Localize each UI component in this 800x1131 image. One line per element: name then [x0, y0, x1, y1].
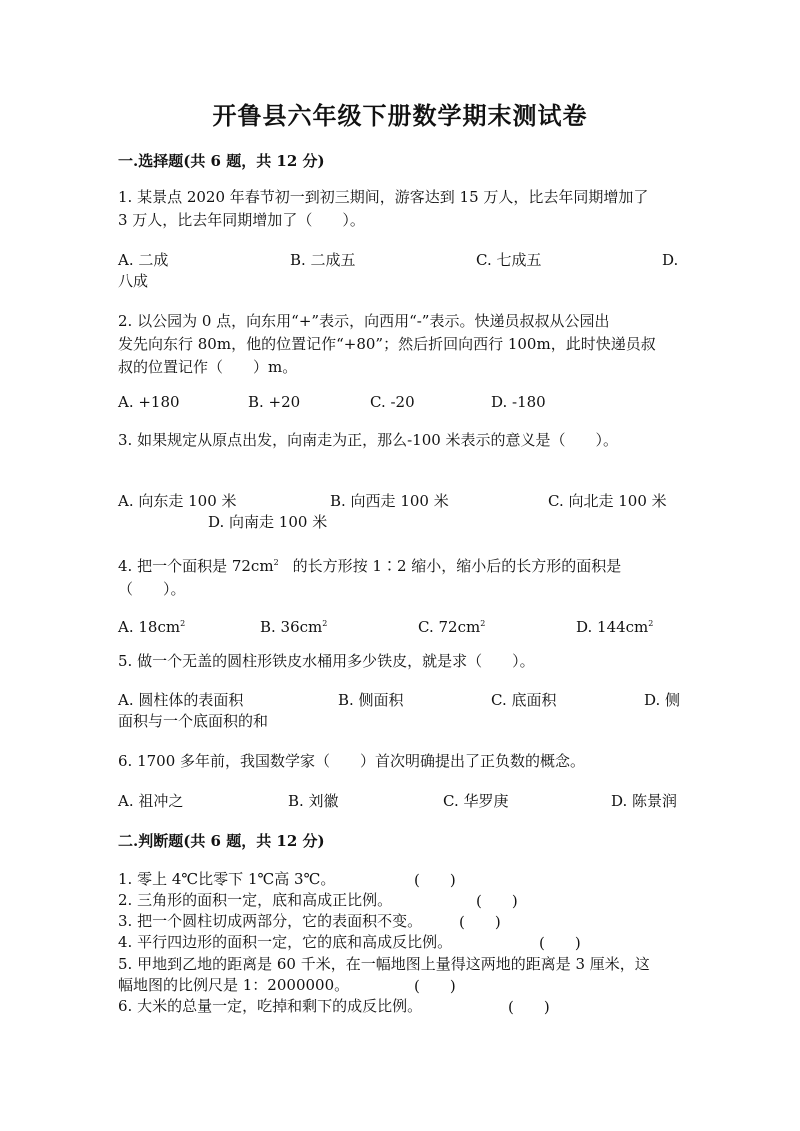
question-2-option-b: B. +20	[248, 393, 301, 411]
question-3-option-a: A. 向东走 100 米	[118, 492, 237, 510]
question-4-option-d	[576, 612, 653, 639]
question-6	[118, 750, 682, 773]
judgment-item-3: 3. 把一个圆柱切成两部分，它的表面积不变。	[118, 912, 423, 930]
question-4-option-c-superscript: 2	[480, 619, 486, 628]
question-4-option-d-superscript: 2	[648, 619, 654, 628]
question-3	[118, 429, 682, 452]
question-4-option-c	[418, 612, 485, 639]
section-heading-judgment: 二.判断题(共 6 题，共 12 分)	[118, 832, 325, 850]
question-4-option-b	[260, 612, 327, 639]
judgment-blank-6[interactable]: ( )	[508, 998, 550, 1016]
question-3-option-d: D. 向南走 100 米	[208, 513, 328, 531]
judgment-item-5-line-2: 幅地图的比例尺是 1：2000000。	[118, 976, 350, 994]
question-6-option-c: C. 华罗庚	[443, 792, 509, 810]
judgment-blank-4[interactable]: ( )	[539, 934, 581, 952]
judgment-item-1: 1. 零上 4℃比零下 1℃高 3℃。	[118, 870, 336, 888]
question-1-option-b: B. 二成五	[290, 251, 356, 269]
judgment-item-2: 2. 三角形的面积一定，底和高成正比例。	[118, 891, 393, 909]
question-1-line-2: 3 万人，比去年同期增加了（ ）。	[118, 211, 365, 229]
question-5-option-a: A. 圆柱体的表面积	[118, 691, 244, 709]
question-4-option-c-text: C. 72cm	[418, 618, 481, 636]
judgment-item-6: 6. 大米的总量一定，吃掉和剩下的成反比例。	[118, 997, 423, 1015]
question-6-line-1: 6. 1700 多年前，我国数学家（ ）首次明确提出了正负数的概念。	[118, 752, 586, 770]
question-6-option-d: D. 陈景润	[611, 792, 678, 810]
question-4-option-a	[118, 612, 185, 639]
question-2-line-2: 发先向东行 80m，他的位置记作“+80”；然后折回向西行 100m，此时快递员叔	[118, 335, 656, 353]
judgment-blank-5[interactable]: ( )	[414, 977, 456, 995]
question-4-line-1	[118, 551, 682, 578]
judgment-blank-3[interactable]: ( )	[459, 913, 501, 931]
question-5-line-1: 5. 做一个无盖的圆柱形铁皮水桶用多少铁皮，就是求（ ）。	[118, 652, 535, 670]
question-1-option-d: D.	[662, 251, 679, 269]
question-2-line-3: 叔的位置记作（ ）m。	[118, 358, 298, 376]
question-4-option-d-text: D. 144cm	[576, 618, 649, 636]
question-2-line-1: 2. 以公园为 0 点，向东用“+”表示，向西用“-”表示。快递员叔叔从公园出	[118, 312, 610, 330]
judgment-item-5	[118, 954, 682, 996]
section-heading-choice: 一.选择题(共 6 题，共 12 分)	[118, 152, 325, 170]
question-1-option-d-text: 八成	[118, 272, 149, 290]
question-4-option-a-superscript: 2	[180, 619, 186, 628]
question-1-option-a: A. 二成	[118, 251, 169, 269]
question-6-option-b: B. 刘徽	[288, 792, 339, 810]
question-4-option-b-superscript: 2	[322, 619, 328, 628]
question-4	[118, 551, 682, 601]
question-4-option-b-text: B. 36cm	[260, 618, 323, 636]
question-5	[118, 650, 682, 673]
question-5-option-c: C. 底面积	[491, 691, 557, 709]
question-4-line-1-end: 的长方形按 1∶2 缩小，缩小后的长方形的面积是	[292, 557, 622, 575]
question-5-option-b: B. 侧面积	[338, 691, 404, 709]
question-1-line-1: 1. 某景点 2020 年春节初一到初三期间，游客达到 15 万人，比去年同期增加了	[118, 188, 649, 206]
question-3-line-1: 3. 如果规定从原点出发，向南走为正，那么-100 米表示的意义是（ ）。	[118, 431, 619, 449]
question-6-option-a: A. 祖冲之	[118, 792, 184, 810]
question-3-option-b: B. 向西走 100 米	[330, 492, 449, 510]
page-title: 开鲁县六年级下册数学期末测试卷	[212, 101, 588, 130]
judgment-blank-1[interactable]: ( )	[414, 871, 456, 889]
question-3-option-c: C. 向北走 100 米	[548, 492, 667, 510]
question-4-line-1-start: 4. 把一个面积是 72cm	[118, 557, 274, 575]
question-2-option-c: C. -20	[370, 393, 415, 411]
judgment-blank-2[interactable]: ( )	[476, 892, 518, 910]
question-2-option-a: A. +180	[118, 393, 180, 411]
question-4-option-a-text: A. 18cm	[118, 618, 181, 636]
question-1-option-c: C. 七成五	[476, 251, 542, 269]
question-2	[118, 310, 682, 379]
question-1	[118, 186, 682, 232]
question-5-option-d: D. 侧	[644, 691, 681, 709]
area-unit-superscript: 2	[273, 558, 279, 567]
question-4-line-2: （ ）。	[118, 580, 186, 598]
question-5-option-d-text: 面积与一个底面积的和	[118, 712, 269, 730]
judgment-item-4: 4. 平行四边形的面积一定，它的底和高成反比例。	[118, 933, 453, 951]
judgment-item-5-line-1: 5. 甲地到乙地的距离是 60 千米，在一幅地图上量得这两地的距离是 3 厘米，这	[118, 955, 650, 973]
question-2-option-d: D. -180	[491, 393, 546, 411]
